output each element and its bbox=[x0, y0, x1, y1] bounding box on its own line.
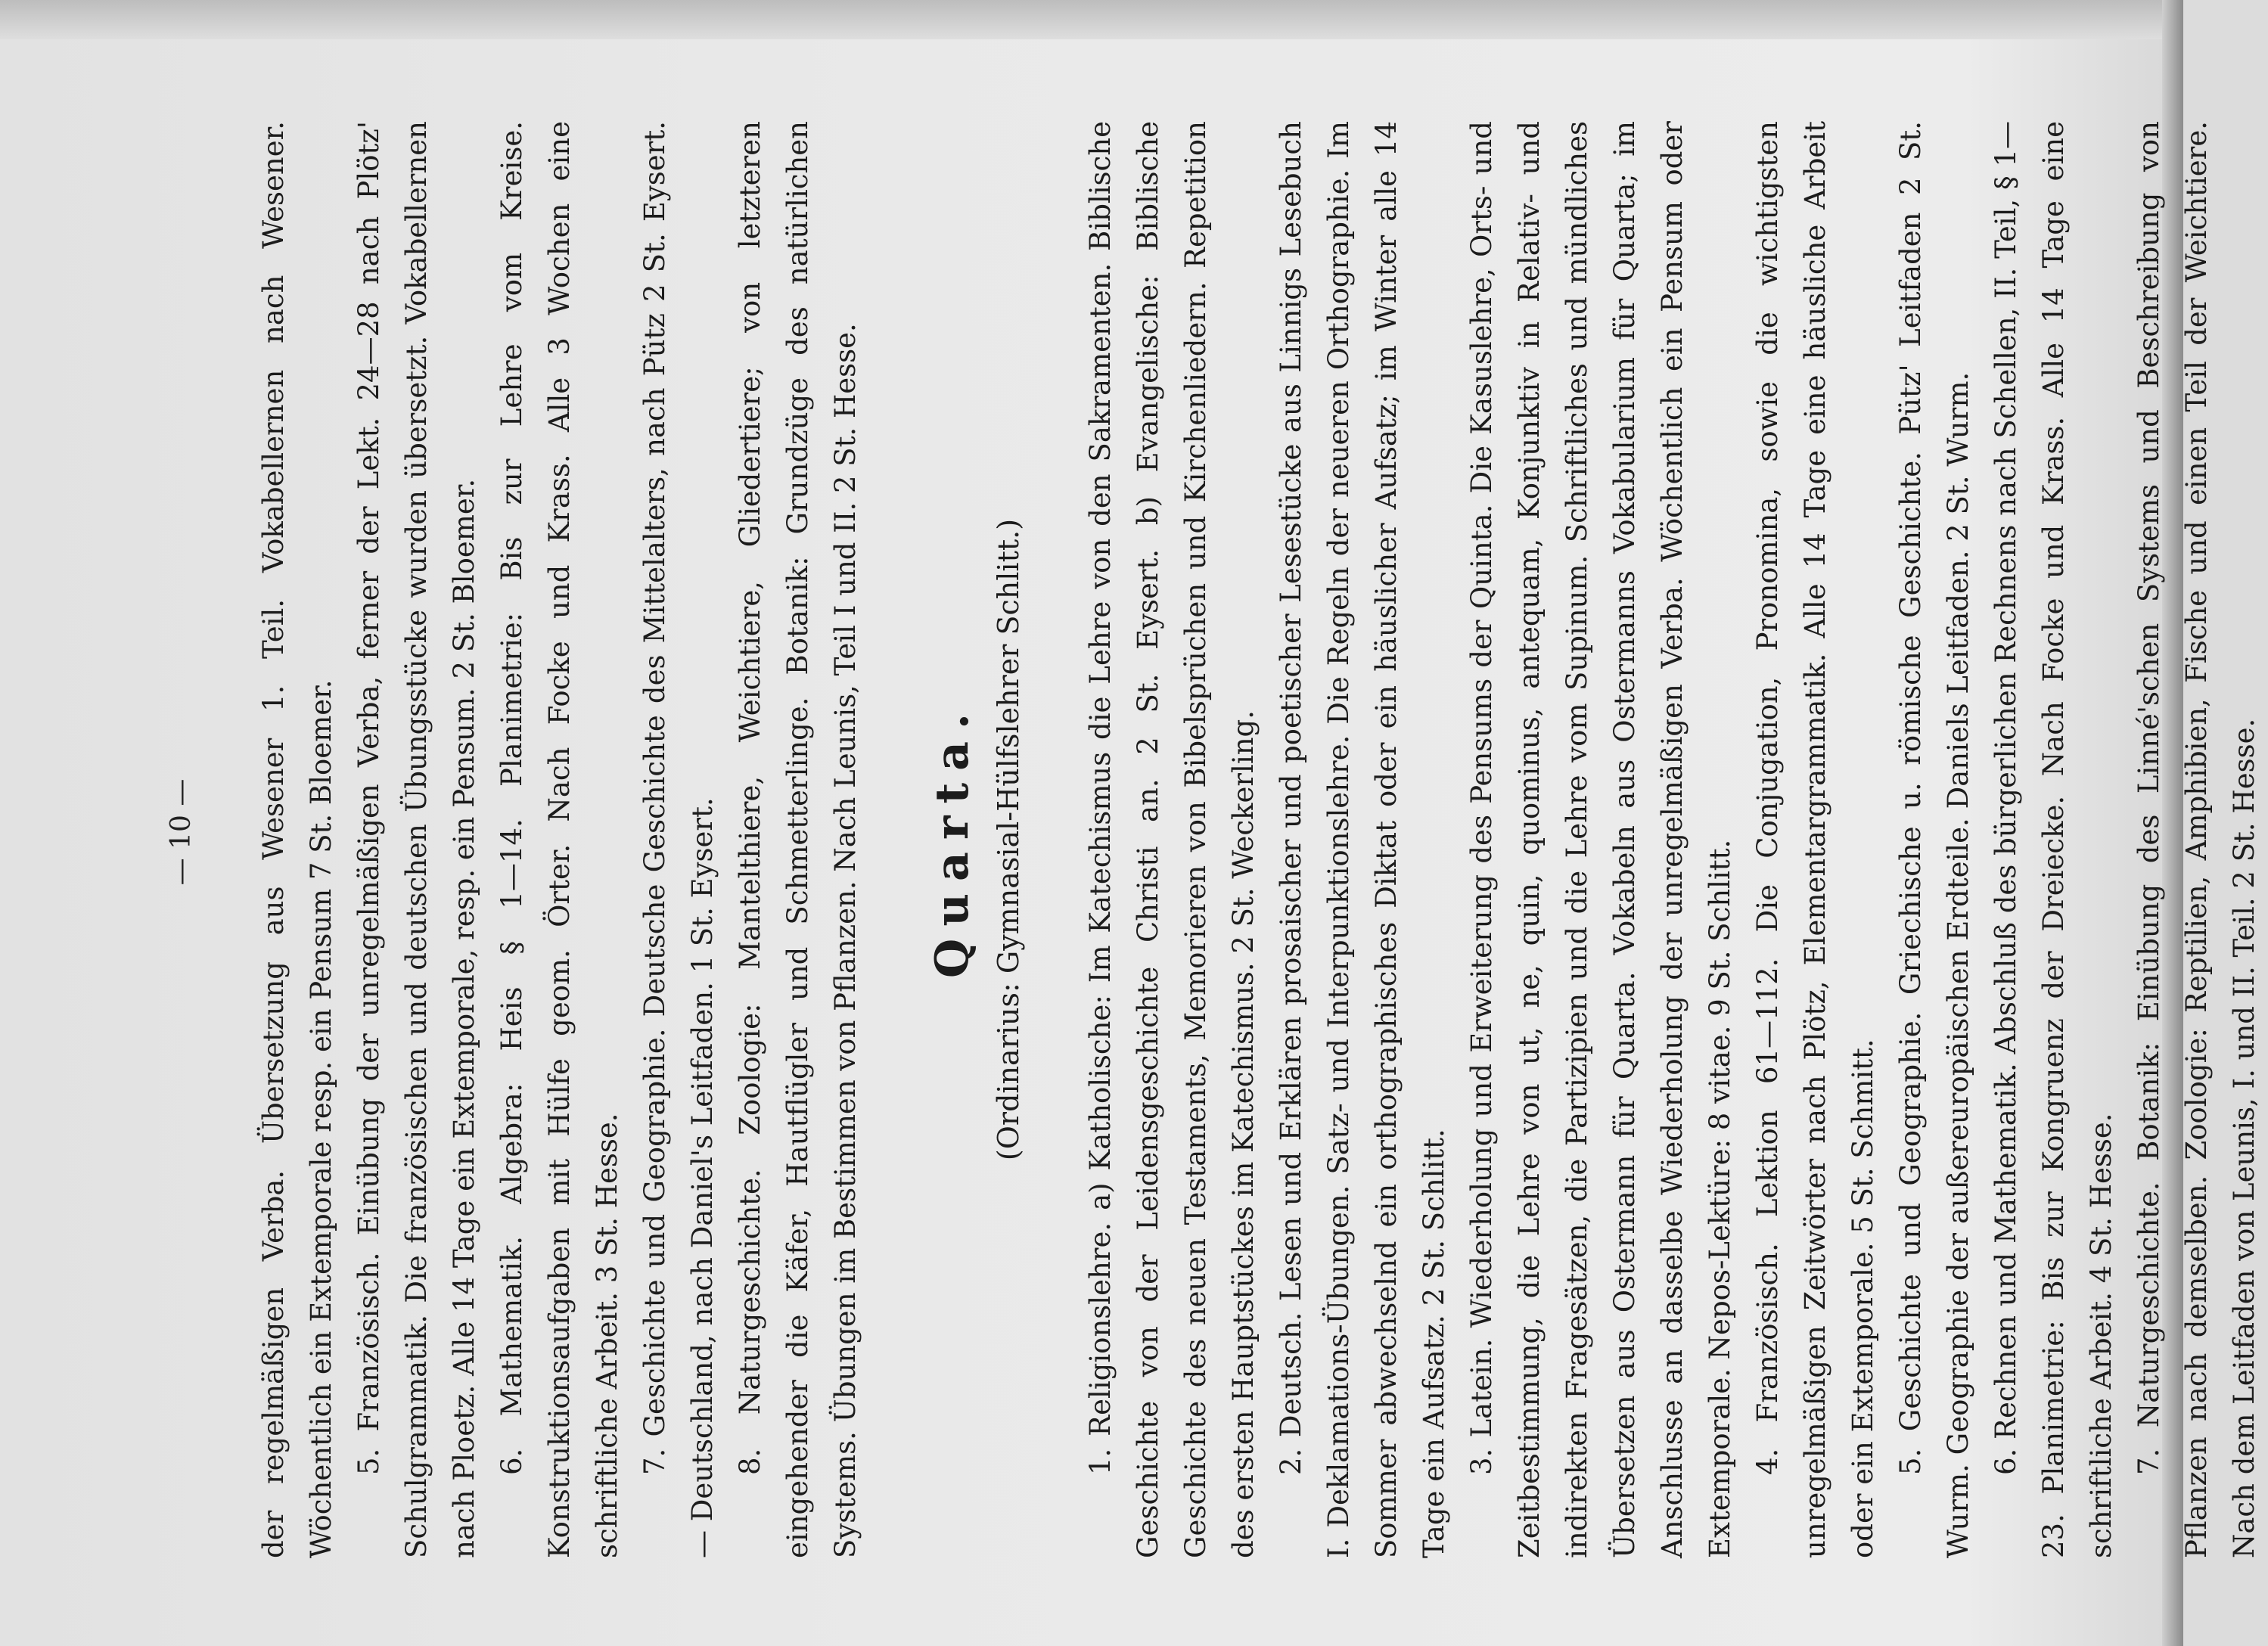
paragraph-religion: 1. Religionslehre. a) Katholische: Im Katechismus die Lehre von den Sakramenten. Biblische Geschichte von der Leidensgeschichte Christi an. 2 St. Eysert. b) Evangelische: Biblische Geschichte des neuen Testaments, Memorieren von Bibelsprüchen und Kirchenliedern. Repetition des ersten Hauptstückes im Katechismus. 2 St. Weckerling. bbox=[1084, 121, 1260, 1558]
paragraph-intro: der regelmäßigen Verba. Übersetzung aus Wesener 1. Teil. Vokabellernen nach Wesener. Wöchentlich ein Extemporale resp. ein Pensum 7 St. Bloemer. bbox=[257, 121, 337, 1558]
section-subheading: (Ordinarius: Gymnasial-Hülfslehrer Schlitt.) bbox=[992, 518, 1025, 1161]
paragraph-latin: 3. Latein. Wiederholung und Erweiterung des Pensums der Quinta. Die Kasuslehre, Orts- und Zeitbestimmung, die Lehre von ut, ne, quin, quominus, antequam, Konjunktiv in Relativ- und indirekten Fragesätzen, die Partizipien und die Lehre vom Supinum. Schriftliches und mündliches Übersetzen aus Ostermann für Quarta. Vokabeln aus Ostermanns Vokabularium für Quarta; im Anschlusse an dasselbe Wiederholung der unregelmäßigen Verba. Wöchentlich ein Pensum oder Extemporale. Nepos-Lektüre: 8 vitae. 9 St. Schlitt. bbox=[1465, 121, 1736, 1558]
paragraph-history-quarta: 5. Geschichte und Geographie. Griechische u. römische Geschichte. Pütz' Leitfaden 2 St. Wurm. Geographie der außereuropäischen Erdteile. Daniels Leitfaden. 2 St. Wurm. bbox=[1894, 121, 1974, 1558]
section-heading: Quarta. bbox=[926, 701, 979, 978]
page-number: — 10 — bbox=[166, 778, 197, 886]
text-column bbox=[250, 121, 2268, 1558]
paragraph-natural-history: 8. Naturgeschichte. Zoologie: Mantelthiere, Weichtiere, Gliedertiere; von letzteren eingehender die Käfer, Hautflügler und Schmetterlinge. Botanik: Grundzüge des natürlichen Systems. Übungen im Bestimmen von Pflanzen. Nach Leunis, Teil I und II. 2 St. Hesse. bbox=[734, 121, 862, 1558]
paragraph-french: 5. Französisch. Einübung der unregelmäßigen Verba, ferner der Lekt. 24—28 nach Plötz' Schulgrammatik. Die französischen und deutschen Übungsstücke wurden übersetzt. Vokabellernen nach Ploetz. Alle 14 Tage ein Extemporale, resp. ein Pensum. 2 St. Bloemer. bbox=[353, 121, 480, 1558]
paragraph-french-quarta: 4. Französisch. Lektion 61—112. Die Conjugation, Pronomina, sowie die wichtigsten unregelmäßigen Zeitwörter nach Plötz, Elementargrammatik. Alle 14 Tage eine häusliche Arbeit oder ein Extemporale. 5 St. Schmitt. bbox=[1751, 121, 1879, 1558]
scan-top-edge bbox=[0, 0, 2183, 39]
rotated-text-block bbox=[166, 76, 2260, 1589]
paragraph-history-geography: 7. Geschichte und Geographie. Deutsche Geschichte des Mittelalters, nach Pütz 2 St. Eysert. — Deutschland, nach Daniel's Leitfaden. 1 St. Eysert. bbox=[638, 121, 719, 1558]
paragraph-natural-history-quarta: 7. Naturgeschichte. Botanik: Einübung des Linné'schen Systems und Beschreibung von Pflanzen nach demselben. Zoologie: Reptilien, Amphibien, Fische und einen Teil der Weichtiere. Nach dem Leitfaden von Leunis, I. und II. Teil. 2 St. Hesse. bbox=[2133, 121, 2260, 1558]
paragraph-arithmetic-math: 6. Rechnen und Mathematik. Abschluß des bürgerlichen Rechnens nach Schellen, II. Teil, § 1—23. Planimetrie: Bis zur Kongruenz der Dreiecke. Nach Focke und Krass. Alle 14 Tage eine schriftliche Arbeit. 4 St. Hesse. bbox=[1990, 121, 2117, 1558]
paragraph-german: 2. Deutsch. Lesen und Erklären prosaischer und poetischer Lesestücke aus Linnigs Lesebuch I. Deklamations-Übungen. Satz- und Interpunktionslehre. Die Regeln der neueren Orthographie. Im Sommer abwechselnd ein orthographisches Diktat oder ein häuslicher Aufsatz; im Winter alle 14 Tage ein Aufsatz. 2 St. Schlitt. bbox=[1275, 121, 1450, 1558]
paragraph-mathematics: 6. Mathematik. Algebra: Heis § 1—14. Planimetrie: Bis zur Lehre vom Kreise. Konstruktionsaufgaben mit Hülfe geom. Örter. Nach Focke und Krass. Alle 3 Wochen eine schriftliche Arbeit. 3 St. Hesse. bbox=[496, 121, 623, 1558]
